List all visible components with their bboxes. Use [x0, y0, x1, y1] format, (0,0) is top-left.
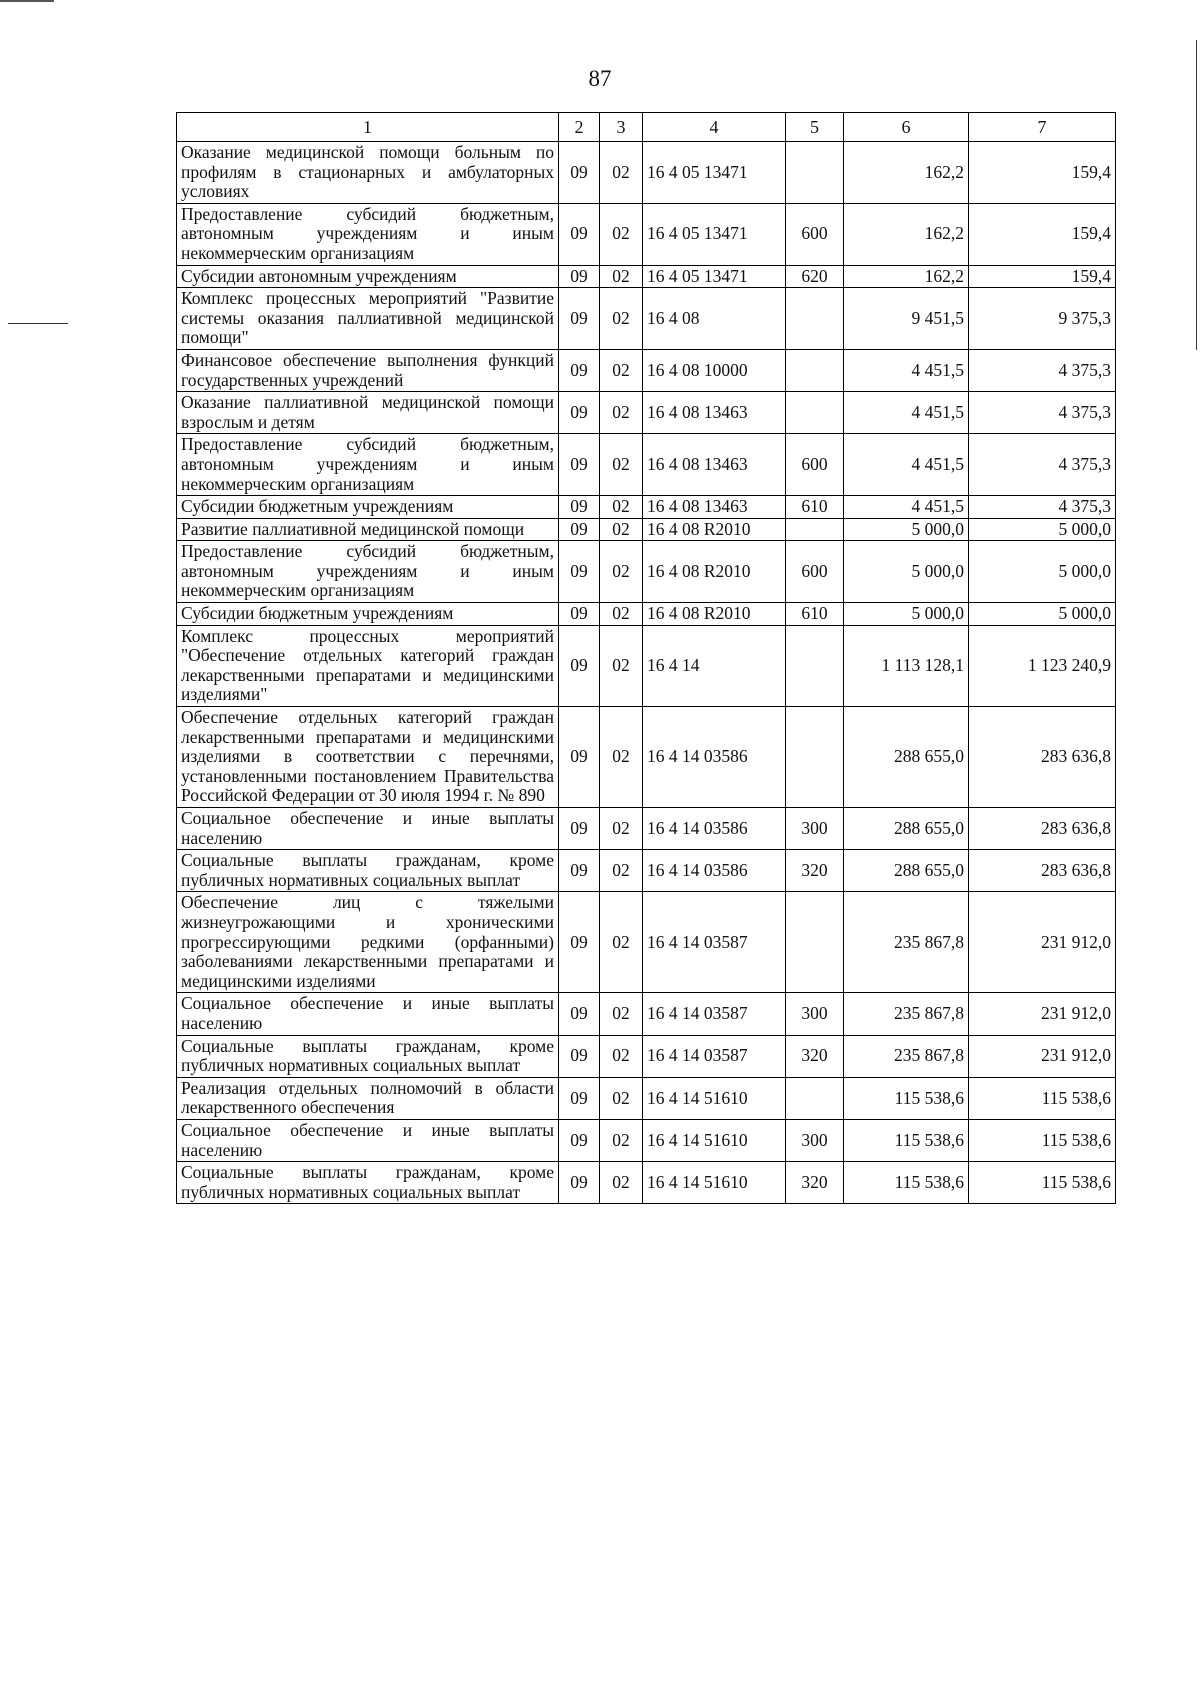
expense-type-code	[786, 707, 844, 808]
section-code: 09	[559, 434, 600, 496]
table-row	[177, 1162, 1116, 1204]
row-name: Комплекс процессных мероприятий "Развитие системы оказания паллиативной медицинской помощи"	[177, 288, 559, 350]
amount-col6: 1 113 128,1	[844, 625, 969, 706]
subsection-code: 02	[600, 496, 643, 519]
section-code: 09	[559, 496, 600, 519]
amount-col7: 231 912,0	[969, 1035, 1116, 1077]
row-name: Социальные выплаты гражданам, кроме публичных нормативных социальных выплат	[177, 1035, 559, 1077]
expense-type-code	[786, 392, 844, 434]
subsection-code: 02	[600, 203, 643, 265]
amount-col6: 162,2	[844, 142, 969, 204]
amount-col6: 115 538,6	[844, 1119, 969, 1161]
subsection-code: 02	[600, 707, 643, 808]
section-code: 09	[559, 625, 600, 706]
target-article-code: 16 4 14 03587	[643, 993, 786, 1035]
target-article-code: 16 4 14 03586	[643, 850, 786, 892]
row-name: Предоставление субсидий бюджетным, автономным учреждениям и иным некоммерческим организациям	[177, 203, 559, 265]
target-article-code: 16 4 08 10000	[643, 349, 786, 391]
amount-col7: 4 375,3	[969, 392, 1116, 434]
expense-type-code: 610	[786, 496, 844, 519]
amount-col6: 288 655,0	[844, 808, 969, 850]
column-header-4: 4	[643, 113, 786, 142]
amount-col6: 4 451,5	[844, 496, 969, 519]
target-article-code: 16 4 08 R2010	[643, 518, 786, 541]
section-code: 09	[559, 707, 600, 808]
column-header-3: 3	[600, 113, 643, 142]
table-row	[177, 707, 1116, 808]
amount-col7: 159,4	[969, 265, 1116, 288]
row-name: Предоставление субсидий бюджетным, автономным учреждениям и иным некоммерческим организациям	[177, 541, 559, 603]
amount-col6: 115 538,6	[844, 1162, 969, 1204]
table-body	[177, 142, 1116, 1204]
table-row	[177, 203, 1116, 265]
expense-type-code: 600	[786, 203, 844, 265]
amount-col7: 283 636,8	[969, 707, 1116, 808]
table-row	[177, 892, 1116, 993]
amount-col6: 4 451,5	[844, 392, 969, 434]
expense-type-code: 610	[786, 603, 844, 626]
column-header-2: 2	[559, 113, 600, 142]
target-article-code: 16 4 14 03586	[643, 808, 786, 850]
expense-type-code	[786, 518, 844, 541]
subsection-code: 02	[600, 808, 643, 850]
row-name: Комплекс процессных мероприятий "Обеспечение отдельных категорий граждан лекарственными препаратами и медицинскими изделиями"	[177, 625, 559, 706]
row-name: Предоставление субсидий бюджетным, автономным учреждениям и иным некоммерческим организациям	[177, 434, 559, 496]
expense-type-code: 300	[786, 1119, 844, 1161]
subsection-code: 02	[600, 892, 643, 993]
target-article-code: 16 4 08 R2010	[643, 541, 786, 603]
page-number: 87	[588, 66, 612, 91]
section-code: 09	[559, 1077, 600, 1119]
section-code: 09	[559, 603, 600, 626]
amount-col6: 5 000,0	[844, 518, 969, 541]
amount-col7: 1 123 240,9	[969, 625, 1116, 706]
header-row	[177, 113, 1116, 142]
row-name: Реализация отдельных полномочий в области лекарственного обеспечения	[177, 1077, 559, 1119]
table-row	[177, 349, 1116, 391]
table-row	[177, 1119, 1116, 1161]
amount-col6: 5 000,0	[844, 603, 969, 626]
expense-type-code	[786, 1077, 844, 1119]
section-code: 09	[559, 1035, 600, 1077]
table-row	[177, 392, 1116, 434]
table-row	[177, 1077, 1116, 1119]
amount-col6: 235 867,8	[844, 892, 969, 993]
amount-col6: 162,2	[844, 265, 969, 288]
row-name: Субсидии бюджетным учреждениям	[177, 603, 559, 626]
expense-type-code: 320	[786, 850, 844, 892]
amount-col7: 9 375,3	[969, 288, 1116, 350]
amount-col6: 115 538,6	[844, 1077, 969, 1119]
amount-col6: 4 451,5	[844, 349, 969, 391]
target-article-code: 16 4 14 51610	[643, 1162, 786, 1204]
target-article-code: 16 4 05 13471	[643, 142, 786, 204]
subsection-code: 02	[600, 1119, 643, 1161]
amount-col6: 235 867,8	[844, 993, 969, 1035]
table-row	[177, 808, 1116, 850]
target-article-code: 16 4 14 03587	[643, 1035, 786, 1077]
section-code: 09	[559, 349, 600, 391]
table-row	[177, 288, 1116, 350]
section-code: 09	[559, 288, 600, 350]
subsection-code: 02	[600, 288, 643, 350]
target-article-code: 16 4 05 13471	[643, 265, 786, 288]
row-name: Субсидии автономным учреждениям	[177, 265, 559, 288]
subsection-code: 02	[600, 625, 643, 706]
row-name: Обеспечение отдельных категорий граждан лекарственными препаратами и медицинскими изделиями в соответствии с перечнями, установленными постановлением Правительства Российской Федерации от 30 июля 1994 г. № 890	[177, 707, 559, 808]
table-row	[177, 625, 1116, 706]
amount-col7: 231 912,0	[969, 993, 1116, 1035]
table-row	[177, 850, 1116, 892]
target-article-code: 16 4 14 03587	[643, 892, 786, 993]
column-header-5: 5	[786, 113, 844, 142]
amount-col7: 5 000,0	[969, 541, 1116, 603]
amount-col6: 235 867,8	[844, 1035, 969, 1077]
table-row	[177, 541, 1116, 603]
row-name: Социальное обеспечение и иные выплаты населению	[177, 993, 559, 1035]
amount-col7: 231 912,0	[969, 892, 1116, 993]
target-article-code: 16 4 05 13471	[643, 203, 786, 265]
expense-type-code	[786, 142, 844, 204]
target-article-code: 16 4 08 13463	[643, 434, 786, 496]
table-row	[177, 1035, 1116, 1077]
row-name: Социальное обеспечение и иные выплаты населению	[177, 808, 559, 850]
column-header-1: 1	[177, 113, 559, 142]
scan-margin-mark	[8, 323, 68, 324]
budget-table	[176, 112, 1116, 1204]
row-name: Социальные выплаты гражданам, кроме публичных нормативных социальных выплат	[177, 850, 559, 892]
subsection-code: 02	[600, 349, 643, 391]
row-name: Оказание медицинской помощи больным по профилям в стационарных и амбулаторных условиях	[177, 142, 559, 204]
table-row	[177, 142, 1116, 204]
expense-type-code: 600	[786, 541, 844, 603]
target-article-code: 16 4 14	[643, 625, 786, 706]
subsection-code: 02	[600, 392, 643, 434]
subsection-code: 02	[600, 265, 643, 288]
column-header-7: 7	[969, 113, 1116, 142]
table-row	[177, 518, 1116, 541]
amount-col6: 288 655,0	[844, 707, 969, 808]
target-article-code: 16 4 08 13463	[643, 392, 786, 434]
subsection-code: 02	[600, 518, 643, 541]
table-row	[177, 434, 1116, 496]
amount-col7: 115 538,6	[969, 1119, 1116, 1161]
scan-edge-line	[0, 0, 54, 2]
expense-type-code	[786, 288, 844, 350]
section-code: 09	[559, 541, 600, 603]
row-name: Обеспечение лиц с тяжелыми жизнеугрожающими и хроническими прогрессирующими редкими (орфанными) заболеваниями лекарственными препаратами и медицинскими изделиями	[177, 892, 559, 993]
column-header-6: 6	[844, 113, 969, 142]
subsection-code: 02	[600, 850, 643, 892]
amount-col6: 5 000,0	[844, 541, 969, 603]
expense-type-code	[786, 349, 844, 391]
amount-col7: 115 538,6	[969, 1077, 1116, 1119]
expense-type-code: 300	[786, 808, 844, 850]
amount-col7: 283 636,8	[969, 808, 1116, 850]
row-name: Социальные выплаты гражданам, кроме публичных нормативных социальных выплат	[177, 1162, 559, 1204]
expense-type-code	[786, 625, 844, 706]
section-code: 09	[559, 892, 600, 993]
section-code: 09	[559, 203, 600, 265]
section-code: 09	[559, 392, 600, 434]
target-article-code: 16 4 14 51610	[643, 1077, 786, 1119]
amount-col7: 115 538,6	[969, 1162, 1116, 1204]
amount-col7: 159,4	[969, 142, 1116, 204]
amount-col6: 288 655,0	[844, 850, 969, 892]
amount-col7: 283 636,8	[969, 850, 1116, 892]
amount-col7: 4 375,3	[969, 349, 1116, 391]
row-name: Субсидии бюджетным учреждениям	[177, 496, 559, 519]
row-name: Социальное обеспечение и иные выплаты населению	[177, 1119, 559, 1161]
amount-col6: 162,2	[844, 203, 969, 265]
target-article-code: 16 4 08 R2010	[643, 603, 786, 626]
section-code: 09	[559, 265, 600, 288]
section-code: 09	[559, 850, 600, 892]
table-row	[177, 603, 1116, 626]
amount-col6: 4 451,5	[844, 434, 969, 496]
subsection-code: 02	[600, 993, 643, 1035]
row-name: Финансовое обеспечение выполнения функций государственных учреждений	[177, 349, 559, 391]
subsection-code: 02	[600, 541, 643, 603]
target-article-code: 16 4 14 51610	[643, 1119, 786, 1161]
section-code: 09	[559, 1162, 600, 1204]
expense-type-code: 600	[786, 434, 844, 496]
expense-type-code: 320	[786, 1162, 844, 1204]
target-article-code: 16 4 08 13463	[643, 496, 786, 519]
amount-col7: 4 375,3	[969, 496, 1116, 519]
section-code: 09	[559, 518, 600, 541]
amount-col7: 4 375,3	[969, 434, 1116, 496]
row-name: Оказание паллиативной медицинской помощи взрослым и детям	[177, 392, 559, 434]
target-article-code: 16 4 14 03586	[643, 707, 786, 808]
table-row	[177, 993, 1116, 1035]
row-name: Развитие паллиативной медицинской помощи	[177, 518, 559, 541]
subsection-code: 02	[600, 1035, 643, 1077]
subsection-code: 02	[600, 603, 643, 626]
subsection-code: 02	[600, 1077, 643, 1119]
amount-col7: 159,4	[969, 203, 1116, 265]
subsection-code: 02	[600, 1162, 643, 1204]
amount-col6: 9 451,5	[844, 288, 969, 350]
subsection-code: 02	[600, 142, 643, 204]
section-code: 09	[559, 142, 600, 204]
table-row	[177, 496, 1116, 519]
amount-col7: 5 000,0	[969, 518, 1116, 541]
section-code: 09	[559, 808, 600, 850]
section-code: 09	[559, 993, 600, 1035]
target-article-code: 16 4 08	[643, 288, 786, 350]
section-code: 09	[559, 1119, 600, 1161]
expense-type-code: 320	[786, 1035, 844, 1077]
table-row	[177, 265, 1116, 288]
amount-col7: 5 000,0	[969, 603, 1116, 626]
expense-type-code: 620	[786, 265, 844, 288]
subsection-code: 02	[600, 434, 643, 496]
expense-type-code: 300	[786, 993, 844, 1035]
expense-type-code	[786, 892, 844, 993]
